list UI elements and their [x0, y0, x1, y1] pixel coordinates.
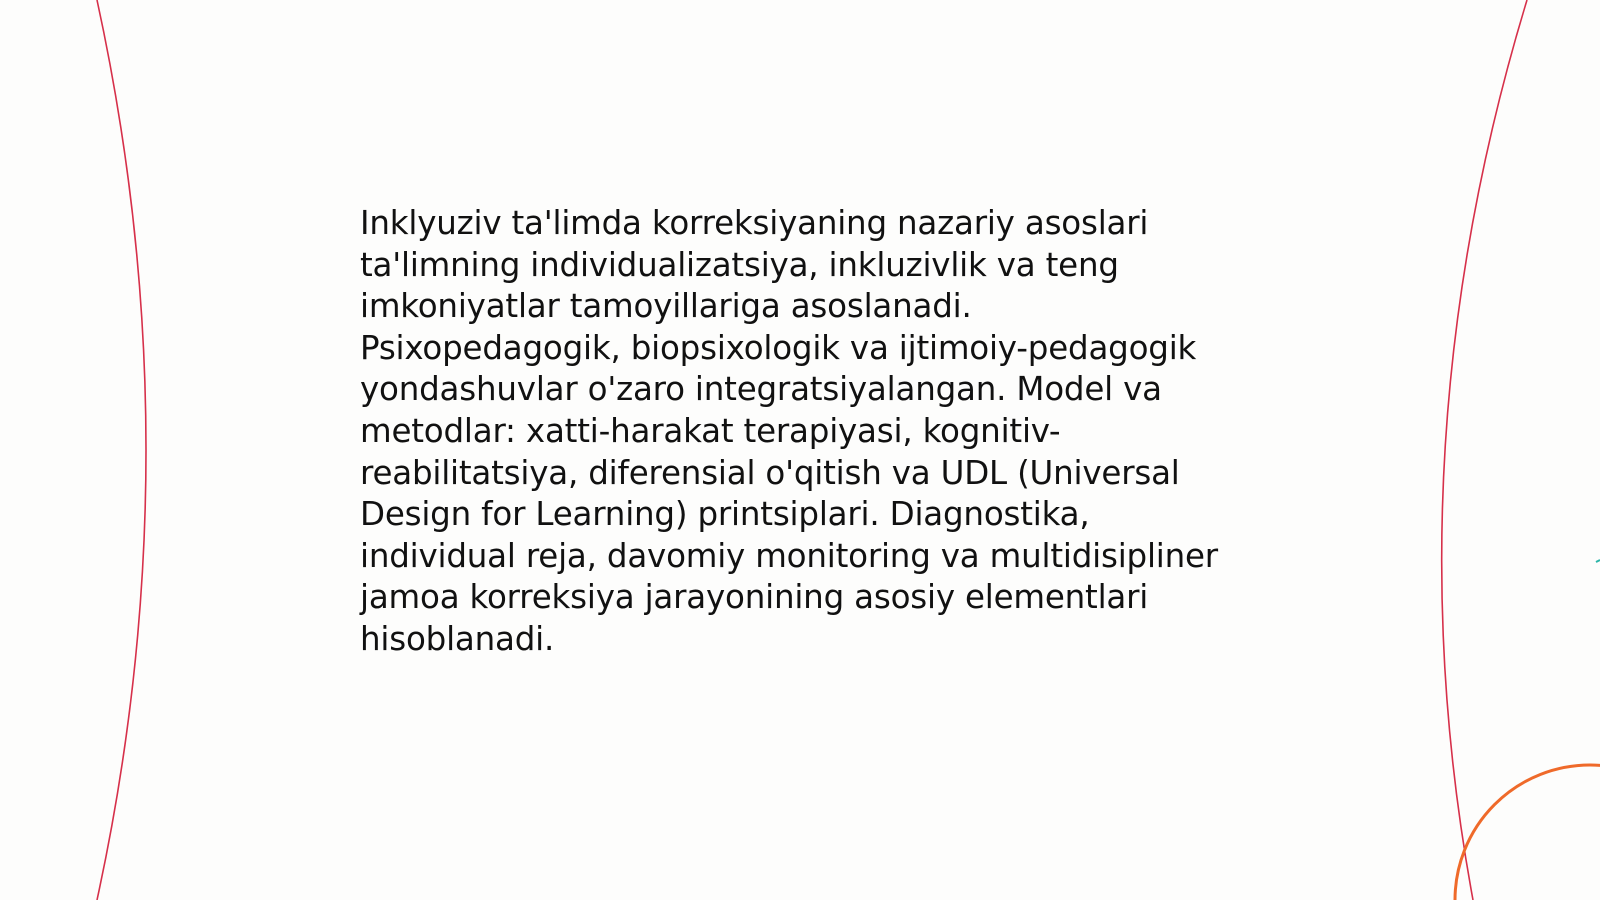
right-arc-line	[1442, 0, 1527, 900]
left-arc-line	[97, 0, 146, 900]
accent-circle-outline	[1455, 765, 1600, 900]
accent-teal-mark	[1596, 560, 1600, 562]
body-paragraph: Inklyuziv ta'limda korreksiyaning nazariy asoslari ta'limning individualizatsiya, inkluzivlik va teng imkoniyatlar tamoyillariga asoslanadi. Psixopedagogik, biopsixologik va ijtimoiy-pedagogik yondashuvlar o'zaro integratsiyalangan. Model va metodlar: xatti-harakat terapiyasi, kognitiv-reabilitatsiya, diferensial o'qitish va UDL (Universal Design for Learning) printsiplari. Diagnostika, individual reja, davomiy monitoring va multidisipliner jamoa korreksiya jarayonining asosiy elementlari hisoblanadi.	[360, 204, 1218, 658]
